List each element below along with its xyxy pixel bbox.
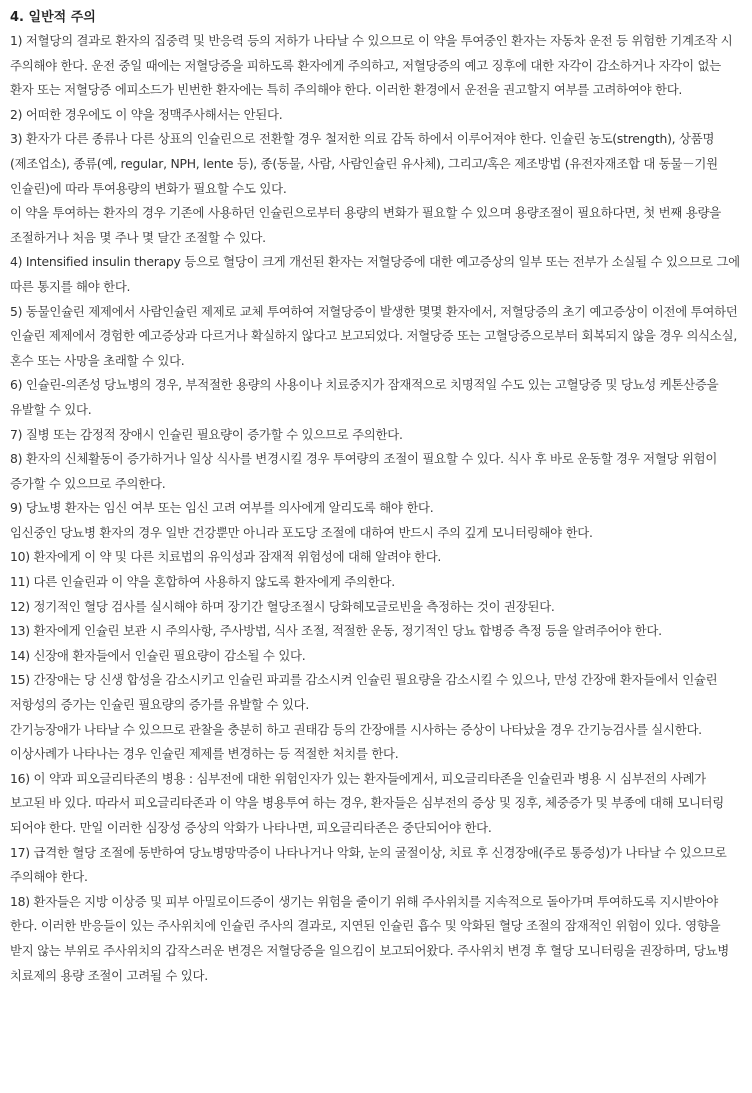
- paragraph-13: 13) 환자에게 인슐린 보관 시 주의사항, 주사방법, 식사 조절, 적절한 운동, 정기적인 당뇨 합병증 측정 등을 알려주어야 한다.: [10, 623, 662, 639]
- paragraph-6: 6) 인슐린-의존성 당뇨병의 경우, 부적절한 용량의 사용이나 치료중지가 잠재적으로 치명적일 수도 있는 고혈당증 및 당뇨성 케톤산증을 유발할 수 있다.: [10, 377, 719, 417]
- paragraph-5: 5) 동물인슐린 제제에서 사람인슐린 제제로 교체 투여하여 저혈당증이 발생한 몇몇 환자에서, 저혈당증의 초기 예고증상이 이전에 투여하던 인슐린 제제에서 경험한 예고증상과 다르거나 확실하지 않다고 보고되었다. 저혈당증 또는 고혈당증으로부터 회복되지 않을 경우 의식소실, 혼수 또는 사망을 초래할 수 있다.: [10, 303, 738, 368]
- paragraph-17: 17) 급격한 혈당 조절에 동반하여 당뇨병망막증이 나타나거나 악화, 눈의 굴절이상, 치료 후 신경장애(주로 통증성)가 나타날 수 있으므로 주의해야 한다.: [10, 844, 727, 885]
- paragraph-12: 12) 정기적인 혈당 검사를 실시해야 하며 장기간 혈당조절시 당화헤모글로빈을 측정하는 것이 권장된다.: [10, 598, 555, 614]
- paragraph-3: 3) 환자가 다른 종류나 다른 상표의 인슐린으로 전환할 경우 철저한 의료 감독 하에서 이루어져야 한다. 인슐린 농도(strength), 상품명 (제조업소), 종류(예, regular, NPH, lente 등), 종(동물, 사람, 사람인슐린 유사체), 그리고/혹은 제조방법 (유전자재조합 대 동물－기원 인슐린)에 따라 투여용량의 변화가 필요할 수도 있다.: [10, 131, 718, 196]
- paragraph-1: 1) 저혈당의 결과로 환자의 집중력 및 반응력 등의 저하가 나타날 수 있으므로 이 약을 투여중인 환자는 자동차 운전 등 위험한 기계조작 시 주의해야 한다. 운전 중일 때에는 저혈당증을 피하도록 환자에게 주의하고, 저혈당증의 예고 징후에 대한 자각이 감소하거나 자각이 없는 환자 또는 저혈당증 에피소드가 빈번한 환자에는 특히 주의해야 한다. 이러한 환경에서 운전을 권고할지 여부를 고려하여야 한다.: [10, 33, 733, 98]
- paragraph-15-continued: 간기능장애가 나타날 수 있으므로 관찰을 충분히 하고 권태감 등의 간장애를 시사하는 증상이 나타났을 경우 간기능검사를 실시한다. 이상사례가 나타나는 경우 인슐린 제제를 변경하는 등 적절한 처치를 한다.: [10, 721, 702, 762]
- section-title: 4. 일반적 주의: [10, 10, 96, 25]
- paragraph-2: 2) 어떠한 경우에도 이 약을 정맥주사해서는 안된다.: [10, 106, 283, 122]
- paragraph-8: 8) 환자의 신체활동이 증가하거나 일상 식사를 변경시킬 경우 투여량의 조절이 필요할 수 있다. 식사 후 바로 운동할 경우 저혈당 위험이 증가할 수 있으므로 주의한다.: [10, 451, 718, 491]
- paragraph-3-continued: 이 약을 투여하는 환자의 경우 기존에 사용하던 인슐린으로부터 용량의 변화가 필요할 수 있으며 용량조절이 필요하다면, 첫 번째 용량을 조절하거나 처음 몇 주나 몇 달간 조절할 수 있다.: [10, 205, 721, 245]
- paragraph-4: 4) Intensified insulin therapy 등으로 혈당이 크게 개선된 환자는 저혈당증에 대한 예고증상의 일부 또는 전부가 소실될 수 있으므로 그에 따른 통지를 해야 한다.: [10, 254, 740, 294]
- paragraph-11: 11) 다른 인슐린과 이 약을 혼합하여 사용하지 않도록 환자에게 주의한다.: [10, 574, 395, 590]
- paragraph-10: 10) 환자에게 이 약 및 다른 치료법의 유익성과 잠재적 위험성에 대해 알려야 한다.: [10, 549, 442, 565]
- paragraph-14: 14) 신장애 환자들에서 인슐린 필요량이 감소될 수 있다.: [10, 647, 306, 663]
- paragraph-9-continued: 임신중인 당뇨병 환자의 경우 일반 건강뿐만 아니라 포도당 조절에 대하여 반드시 주의 깊게 모니터링해야 한다.: [10, 524, 593, 540]
- paragraph-18: 18) 환자들은 지방 이상증 및 피부 아밀로이드증이 생기는 위험을 줄이기 위해 주사위치를 지속적으로 돌아가며 투여하도록 지시받아야 한다. 이러한 반응들이 있는 주사위치에 인슐린 주사의 결과로, 지연된 인슐린 흡수 및 악화된 혈당 조절의 잠재적인 위험이 있다. 영향을 받지 않는 부위로 주사위치의 갑작스러운 변경은 저혈당증을 일으킴이 보고되어왔다. 주사위치 변경 후 혈당 모니터링을 권장하며, 당뇨병 치료제의 용량 조절이 고려될 수 있다.: [10, 893, 729, 983]
- paragraph-16: 16) 이 약과 피오글리타존의 병용 : 심부전에 대한 위험인자가 있는 환자들에게서, 피오글리타존을 인슐린과 병용 시 심부전의 사례가 보고된 바 있다. 따라서 피오글리타존과 이 약을 병용투여 하는 경우, 환자들은 심부전의 증상 및 징후, 체중증가 및 부종에 대해 모니터링 되어야 한다. 만일 이러한 심장성 증상의 악화가 나타나면, 피오글리타존은 중단되어야 한다.: [10, 770, 724, 835]
- paragraph-15: 15) 간장애는 당 신생 합성을 감소시키고 인슐린 파괴를 감소시켜 인슐린 필요량을 감소시킬 수 있으나, 만성 간장애 환자들에서 인슐린 저항성의 증가는 인슐린 필요량의 증가를 유발할 수 있다.: [10, 672, 718, 713]
- paragraph-7: 7) 질병 또는 감정적 장애시 인슐린 필요량이 증가할 수 있으므로 주의한다.: [10, 426, 403, 442]
- paragraph-9: 9) 당뇨병 환자는 임신 여부 또는 임신 고려 여부를 의사에게 알리도록 해야 한다.: [10, 500, 434, 516]
